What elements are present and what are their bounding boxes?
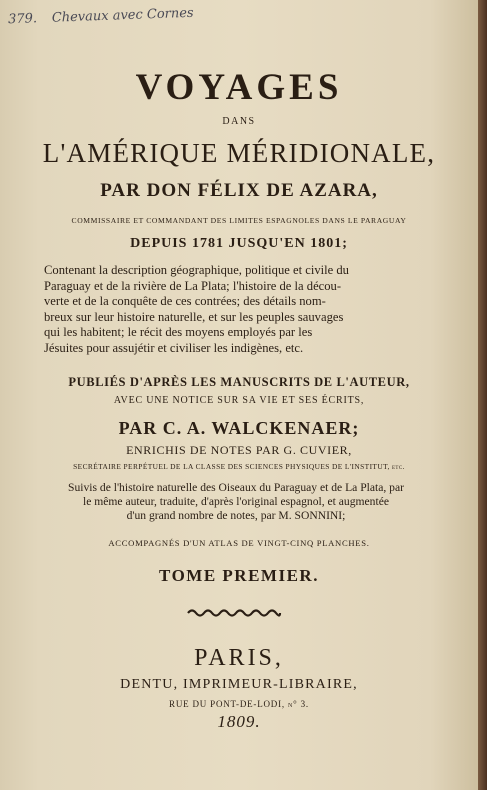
supplement-paragraph [46, 481, 426, 524]
imprint-year: 1809. [217, 712, 261, 731]
book-title: VOYAGES [135, 67, 343, 108]
description-line: Contenant la description géographique, politique et civile du [44, 263, 349, 277]
notice-line: AVEC UNE NOTICE SUR SA VIE ET SES ÉCRITS, [113, 395, 365, 406]
handwritten-note [8, 3, 194, 27]
handwritten-number: 379. [7, 11, 38, 28]
atlas-line: ACCOMPAGNÉS D'UN ATLAS DE VINGT-CINQ PLANCHES. [108, 538, 370, 548]
supplement-line: le même auteur, traduite, d'après l'original espagnol, et augmentée [82, 495, 389, 509]
author-role: COMMISSAIRE ET COMMANDANT DES LIMITES ESPAGNOLES DANS LE PARAGUAY [71, 216, 407, 225]
date-range: DEPUIS 1781 JUSQU'EN 1801; [130, 236, 348, 251]
description-line: breux sur leur histoire naturelle, et sur les peuples sauvages [44, 309, 344, 324]
editor-line: PAR C. A. WALCKENAER; [118, 418, 360, 438]
handwritten-title: Chevaux avec Cornes [51, 5, 194, 26]
description-line: Paraguay et de la rivière de La Plata; l'histoire de la décou- [44, 278, 342, 293]
wavy-ornament [186, 607, 282, 619]
secretary-line: SECRÉTAIRE PERPÉTUEL DE LA CLASSE DES SCIENCES PHYSIQUES DE L'INSTITUT, etc. [73, 462, 405, 471]
notes-line: ENRICHIS DE NOTES PAR G. CUVIER, [126, 443, 352, 457]
description-line: verte et de la conquête de ces contrées; des détails nom- [44, 294, 326, 309]
supplement-line: Suivis de l'histoire naturelle des Oiseaux du Paraguay et de La Plata, par [68, 481, 404, 494]
supplement-line: d'un grand nombre de notes, par M. SONNINI; [126, 509, 346, 523]
description-line: qui les habitent; le récit des moyens employés par les [44, 325, 313, 340]
description-paragraph [44, 263, 420, 357]
imprint-address: RUE DU PONT-DE-LODI, n° 3. [169, 699, 309, 709]
title-connector: DANS [222, 116, 256, 127]
book-subtitle: L'AMÉRIQUE MÉRIDIONALE, [42, 138, 436, 168]
volume-label: TOME PREMIER. [159, 566, 319, 585]
book-cover-edge [478, 0, 487, 790]
imprint-city: PARIS, [194, 645, 284, 671]
author-line: PAR DON FÉLIX DE AZARA, [100, 180, 378, 201]
published-line: PUBLIÉS D'APRÈS LES MANUSCRITS DE L'AUTEUR, [68, 375, 410, 389]
imprint-publisher: DENTU, IMPRIMEUR-LIBRAIRE, [120, 677, 358, 692]
description-line: Jésuites pour assujétir et civiliser les indigènes, etc. [44, 340, 304, 355]
